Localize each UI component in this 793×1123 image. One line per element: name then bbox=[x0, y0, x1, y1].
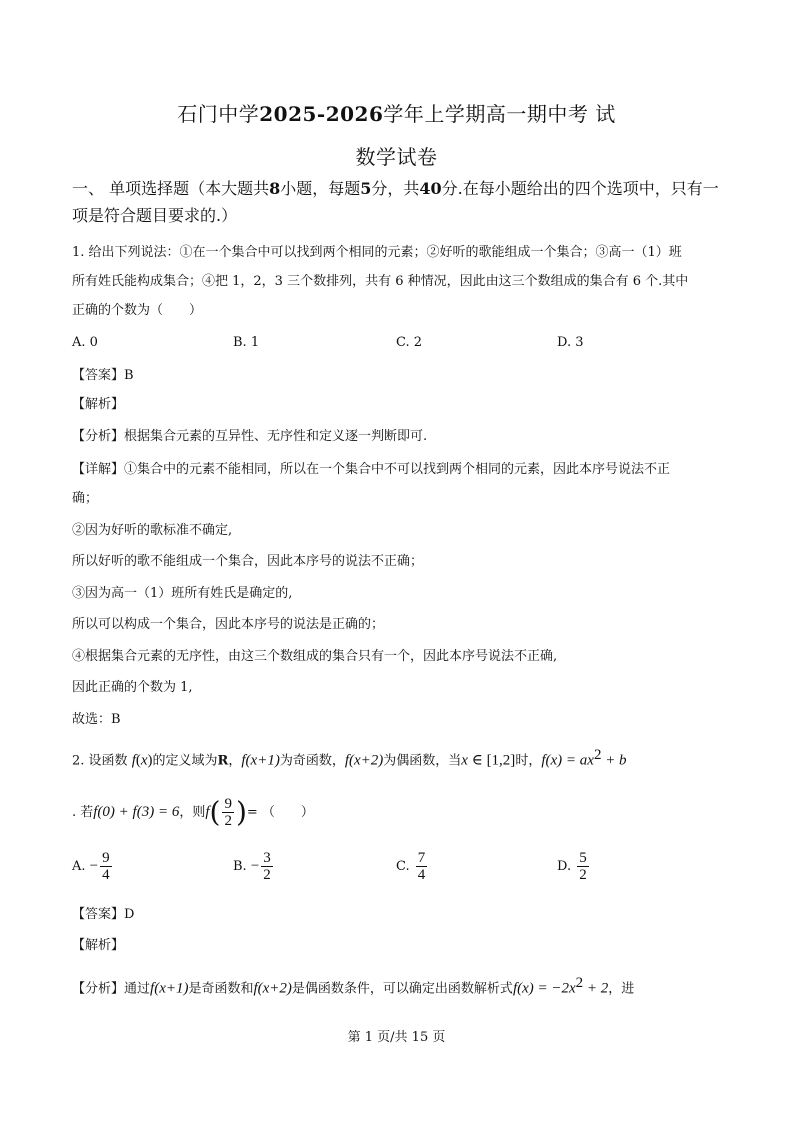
q2-expr-fx2: f(x+2) bbox=[344, 752, 384, 769]
q1-conclusion: 因此正确的个数为 1, bbox=[72, 680, 193, 695]
option-den: 2 bbox=[579, 867, 587, 883]
q2-fx-symbol: f bbox=[131, 752, 136, 769]
option-label: B. bbox=[233, 859, 247, 874]
answer-value: D bbox=[124, 907, 135, 922]
q2-l2a: . 若 bbox=[72, 805, 94, 820]
fenxi-tag: 【分析】 bbox=[72, 981, 125, 997]
q2-t1: 2. 设函数 bbox=[72, 753, 128, 769]
q1-option-a: A. 0 bbox=[72, 335, 98, 350]
q1-step2b: 所以好听的歌不能组成一个集合，因此本序号的说法不正确； bbox=[72, 554, 424, 569]
q2-expr-fx1: f(x+1) bbox=[241, 752, 280, 769]
q2-t5: 时， bbox=[515, 753, 542, 769]
fenxi-text: 根据集合元素的互异性、无序性和定义逐一判断即可. bbox=[124, 429, 428, 444]
option-num: 7 bbox=[417, 850, 426, 866]
q2-ask-num: 9 bbox=[224, 796, 232, 812]
fenxi-tag: 【分析】 bbox=[72, 429, 125, 444]
section-tail: 分.在每小题给出的四个选项中，只有一 bbox=[441, 179, 719, 198]
q2-real-set: R bbox=[217, 753, 229, 769]
q2-option-d bbox=[557, 850, 591, 883]
q1-xiangjie-line1 bbox=[72, 461, 722, 479]
fenxi-expr-fx1: f(x+1) bbox=[150, 980, 189, 997]
option-num: 3 bbox=[263, 850, 271, 866]
section-mid1: 小题，每题 bbox=[280, 179, 361, 198]
q2-ask-den: 2 bbox=[224, 813, 232, 829]
fenxi-c: 是偶函数条件，可以确定出函数解析式 bbox=[291, 981, 513, 997]
q1-answer bbox=[72, 367, 722, 385]
q1-step3a: ③因为高一（1）班所有姓氏是确定的, bbox=[72, 586, 293, 601]
q2-domain-var: x bbox=[461, 752, 468, 769]
q2-t2: 的定义域为 bbox=[152, 753, 218, 769]
xiangjie-tag: 【详解】 bbox=[72, 462, 125, 477]
option-num: 9 bbox=[102, 850, 110, 866]
fenxi-d: ，进 bbox=[608, 981, 635, 997]
q1-analysis-tag: 【解析】 bbox=[72, 397, 125, 412]
option-label: C. bbox=[396, 859, 410, 874]
exam-subtitle: 数学试卷 bbox=[355, 145, 438, 169]
section-heading-line2: 项是符合题目要求的.） bbox=[72, 206, 238, 225]
q2-interval: [1,2] bbox=[486, 752, 516, 769]
q1-text-line2: 所有姓氏能构成集合；④把 1，2，3 三个数排列，共有 6 种情况，因此由这三个数组成的集合有 6 个.其中 bbox=[72, 274, 689, 289]
q2-option-b bbox=[233, 850, 275, 883]
q2-option-c bbox=[396, 850, 429, 883]
answer-tag: 【答案】 bbox=[72, 907, 125, 922]
option-den: 4 bbox=[102, 867, 110, 883]
section-prefix: 一、 单项选择题（本大题共 bbox=[72, 179, 270, 198]
q2-l2b: ，则 bbox=[179, 805, 206, 820]
question-count: 8 bbox=[269, 179, 281, 198]
option-den: 4 bbox=[417, 867, 426, 883]
section-total: 40 bbox=[419, 179, 442, 198]
q2-analysis-tag: 【解析】 bbox=[72, 938, 125, 953]
q2-formula-exp: 2 bbox=[593, 747, 602, 763]
q2-text-line1: 2. 设函数 f(x)的定义域为R，f(x+1)为奇函数，f(x+2)为偶函数，当x ∈ [1,2]时，$f(x) = ax^2 + b$ bbox=[72, 747, 627, 769]
option-den: 2 bbox=[263, 867, 271, 883]
option-label: D. bbox=[557, 859, 572, 874]
fenxi-exp: 2 bbox=[575, 975, 584, 991]
option-sign: − bbox=[250, 858, 260, 874]
section-heading bbox=[72, 180, 722, 198]
q2-ask: = （ ） bbox=[246, 805, 314, 820]
exam-title bbox=[0, 98, 793, 127]
q1-step3b: 所以可以构成一个集合，因此本序号的说法是正确的； bbox=[72, 617, 385, 632]
q1-choice: 故选：B bbox=[72, 712, 121, 727]
q1-option-d: D. 3 bbox=[557, 335, 584, 350]
fenxi-tail: + 2 bbox=[583, 980, 609, 997]
fenxi-a: 通过 bbox=[124, 981, 151, 997]
fenxi-formula: f(x) = −2x bbox=[512, 980, 576, 997]
q2-condition: f(0) + f(3) = 6 bbox=[93, 804, 180, 820]
q1-step4: ④根据集合元素的无序性，由这三个数组成的集合只有一个，因此本序号说法不正确, bbox=[72, 649, 558, 664]
q2-t4: 为偶函数，当 bbox=[383, 753, 462, 769]
q2-option-a bbox=[72, 850, 114, 883]
q1-fenxi bbox=[72, 428, 722, 446]
q2-answer bbox=[72, 906, 722, 924]
q1-option-b: B. 1 bbox=[233, 335, 260, 350]
answer-value: B bbox=[124, 368, 134, 383]
answer-tag: 【答案】 bbox=[72, 368, 125, 383]
page-footer: 第 1 页/共 15 页 bbox=[347, 1030, 446, 1045]
q1-xiangjie-line2: 确； bbox=[72, 491, 99, 506]
q2-t3: 为奇函数， bbox=[279, 753, 345, 769]
title-rest: 学年上学期高一期中考 试 bbox=[383, 102, 616, 126]
q1-option-c: C. 2 bbox=[396, 335, 423, 350]
q1-text-line1: 1. 给出下列说法：①在一个集合中可以找到两个相同的元素；②好听的歌能组成一个集合；③高一（1）班 bbox=[72, 245, 682, 260]
school-years: 2025-2026 bbox=[259, 102, 384, 126]
school-name: 石门中学 bbox=[177, 102, 260, 126]
fenxi-expr-fx2: f(x+2) bbox=[253, 980, 292, 997]
q2-formula: f(x) = ax bbox=[541, 752, 594, 769]
q2-fenxi bbox=[72, 972, 722, 1000]
option-num: 5 bbox=[579, 850, 587, 866]
xiangjie-text: ①集合中的元素不能相同，所以在一个集合中不可以找到两个相同的元素，因此本序号说法不正 bbox=[124, 462, 671, 477]
fenxi-b: 是奇函数和 bbox=[188, 981, 254, 997]
question-score: 5 bbox=[360, 179, 372, 198]
q2-formula-tail: + b bbox=[601, 752, 627, 769]
q1-text-line3: 正确的个数为（ ） bbox=[72, 303, 203, 318]
option-label: A. bbox=[72, 859, 86, 874]
q2-text-line2: . 若f(0) + f(3) = 6，则f( $\frac{9}{2}$ )= （ ） bbox=[72, 795, 314, 829]
q1-step2a: ②因为好听的歌标准不确定, bbox=[72, 523, 233, 538]
section-mid2: 分，共 bbox=[371, 179, 420, 198]
option-sign: − bbox=[89, 858, 99, 874]
